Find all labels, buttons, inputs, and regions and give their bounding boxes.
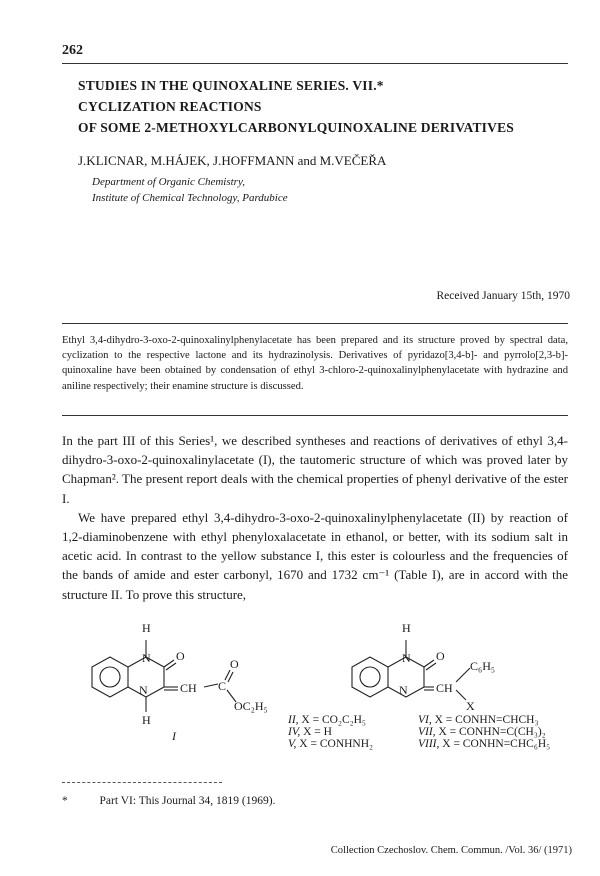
definition-V: V, X = CONHNH₂ bbox=[288, 738, 374, 750]
footnote-text: Part VI: This Journal 34, 1819 (1969). bbox=[99, 795, 276, 807]
header-rule bbox=[62, 63, 568, 64]
benzene-ring-left bbox=[92, 657, 128, 697]
footnote-mark: * bbox=[62, 795, 68, 807]
x-definitions-col1 bbox=[288, 714, 373, 750]
page-number: 262 bbox=[62, 43, 83, 58]
definition-VIII: VIII, X = CONHN=CHC₆H₅ bbox=[418, 738, 551, 750]
group-OEt: OC₂H₅ bbox=[234, 699, 268, 713]
aromatic-circle-right bbox=[360, 667, 380, 687]
affiliation-line-2: Institute of Chemical Technology, Pardubice bbox=[92, 192, 288, 204]
aromatic-circle-left bbox=[100, 667, 120, 687]
affiliation-line-1: Department of Organic Chemistry, bbox=[92, 176, 245, 188]
atom-N-top-left: N bbox=[142, 651, 151, 665]
group-O-carbonyl: O bbox=[230, 657, 239, 671]
body-paragraph-1: In the part III of this Series¹, we described syntheses and reactions of derivatives of ethyl 3,4-dihydro-3-oxo-2-quinoxalinylacetate (I), the tautomeric structure of which was proved later by Chapman². The present report deals with the chemical properties of phenyl derivative of the ester I. bbox=[62, 433, 568, 506]
group-CH-right: CH bbox=[436, 681, 453, 695]
atom-N-bottom-right: N bbox=[399, 683, 408, 697]
definition-VI: VI, X = CONHN=CHCH₃ bbox=[418, 714, 539, 726]
footnote bbox=[62, 795, 275, 807]
atom-O-right: O bbox=[436, 649, 445, 663]
atom-H-top-right: H bbox=[402, 621, 411, 635]
group-Ph: C₆H₅ bbox=[470, 659, 496, 673]
authors: J.KLICNAR, M.HÁJEK, J.HOFFMANN and M.VEČEŘA bbox=[78, 153, 387, 168]
atom-N-bottom-left: N bbox=[139, 683, 148, 697]
footnote-rule bbox=[62, 782, 222, 783]
abstract-bottom-rule bbox=[62, 415, 568, 416]
atom-H-top-left: H bbox=[142, 621, 151, 635]
definition-II: II, X = CO₂C₂H₅ bbox=[288, 714, 366, 726]
received-date: Received January 15th, 1970 bbox=[436, 290, 570, 302]
group-X: X bbox=[466, 699, 475, 713]
x-definitions-col2 bbox=[418, 714, 550, 750]
abstract-top-rule bbox=[62, 323, 568, 324]
title-line-1: STUDIES IN THE QUINOXALINE SERIES. VII.* bbox=[78, 78, 384, 93]
title-line-2: CYCLIZATION REACTIONS bbox=[78, 99, 262, 114]
structure-figure bbox=[62, 612, 568, 772]
atom-H-bottom-left: H bbox=[142, 713, 151, 727]
label-I: I bbox=[172, 729, 176, 743]
benzene-ring-right bbox=[352, 657, 388, 697]
body-text bbox=[62, 431, 568, 604]
definition-IV: IV, X = H bbox=[288, 726, 332, 738]
body-paragraph-2: We have prepared ethyl 3,4-dihydro-3-oxo-2-quinoxalinylphenylacetate (II) by reaction of 1,2-diaminobenzene with ethyl phenyloxalacetate in ethanol, or better, with its sodium salt in acetic acid. In contrast to the yellow substance I, this ester is colourless and the frequencies of the bands of amide and ester carbonyl, 1670 and 1732 cm⁻¹ (Table I), are in accord with the structure II. To prove this structure, bbox=[62, 509, 568, 602]
definition-VII: VII, X = CONHN=C(CH₃)₂ bbox=[418, 726, 546, 738]
group-C-left: C bbox=[218, 679, 227, 693]
journal-footer: Collection Czechoslov. Chem. Commun. /Vol. 36/ (1971) bbox=[330, 845, 572, 856]
group-CH-left: CH bbox=[180, 681, 197, 695]
atom-O-left: O bbox=[176, 649, 185, 663]
title-line-3: OF SOME 2-METHOXYLCARBONYLQUINOXALINE DERIVATIVES bbox=[78, 120, 514, 135]
abstract: Ethyl 3,4-dihydro-3-oxo-2-quinoxalinylphenylacetate has been prepared and its structure proved by spectral data, cyclization to the respective lactone and its hydrazinolysis. Derivatives of pyridazo[3,4-b]- and pyrrolo[2,3-b]-quinoxaline have been obtained by condensation of ethyl 3-chloro-2-quinoxalinylphenylacetate with hydrazine and aniline respectively; their enamine structure is discussed. bbox=[62, 335, 568, 392]
atom-N-top-right: N bbox=[402, 651, 411, 665]
